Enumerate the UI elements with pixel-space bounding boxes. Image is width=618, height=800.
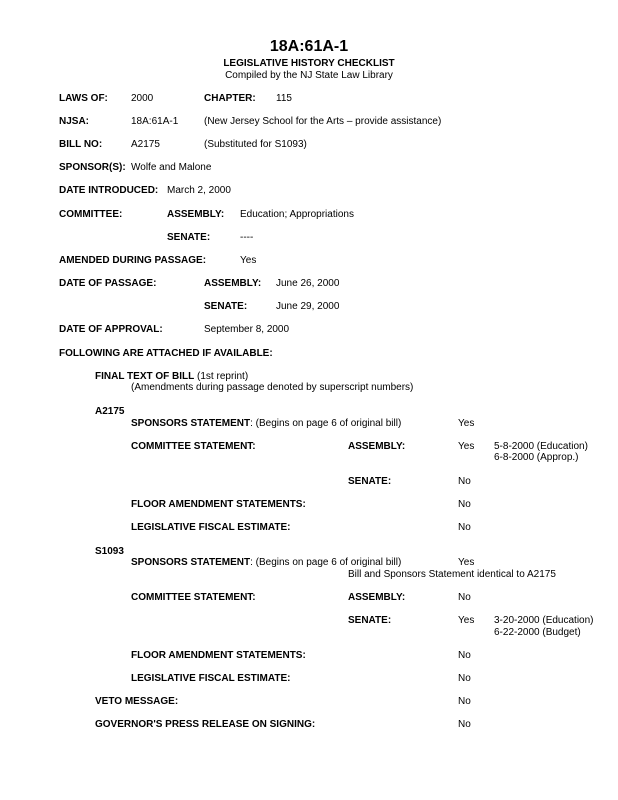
s1093-senate-date: 3-20-2000 (Education)	[494, 615, 594, 626]
bill-no-note: (Substituted for S1093)	[204, 139, 307, 150]
amended-label: AMENDED DURING PASSAGE:	[59, 255, 207, 266]
s1093-fiscal-value: No	[458, 673, 471, 684]
s1093-identical-note: Bill and Sponsors Statement identical to A2175	[348, 569, 556, 580]
press-release-label: GOVERNOR'S PRESS RELEASE ON SIGNING:	[95, 719, 316, 730]
veto-value: No	[458, 696, 471, 707]
sponsors-label: SPONSOR(S):	[59, 162, 126, 173]
s1093-senate-label: SENATE:	[348, 615, 392, 626]
committee-assembly-label: ASSEMBLY:	[167, 209, 225, 220]
a2175-assembly-value: Yes	[458, 441, 475, 452]
compiled-by: Compiled by the NJ State Law Library	[225, 70, 393, 81]
bill-no-value: A2175	[131, 139, 160, 150]
s1093-senate-value: Yes	[458, 615, 475, 626]
njsa-label: NJSA:	[59, 116, 90, 127]
a2175-floor-value: No	[458, 499, 471, 510]
chapter-label: CHAPTER:	[204, 93, 256, 104]
date-of-approval-value: September 8, 2000	[204, 324, 290, 335]
a2175-sponsors-statement-value: Yes	[458, 418, 475, 429]
committee-senate-label: SENATE:	[167, 232, 211, 243]
committee-senate-value: ----	[240, 232, 254, 243]
passage-senate-label: SENATE:	[204, 301, 248, 312]
page-title: 18A:61A-1	[269, 38, 349, 55]
a2175-sponsors-statement-label: SPONSORS STATEMENT	[131, 418, 251, 429]
date-of-passage-label: DATE OF PASSAGE:	[59, 278, 157, 289]
sponsors-value: Wolfe and Malone	[131, 162, 212, 173]
s1093-committee-statement-label: COMMITTEE STATEMENT:	[131, 592, 256, 603]
a2175-assembly-label: ASSEMBLY:	[348, 441, 406, 452]
checklist-subtitle: LEGISLATIVE HISTORY CHECKLIST	[223, 58, 395, 69]
njsa-description: (New Jersey School for the Arts – provide assistance)	[204, 116, 442, 127]
s1093-fiscal-label: LEGISLATIVE FISCAL ESTIMATE:	[131, 673, 291, 684]
date-introduced-label: DATE INTRODUCED:	[59, 185, 159, 196]
final-text-note: (Amendments during passage denoted by superscript numbers)	[131, 382, 414, 393]
a2175-sponsors-statement	[131, 418, 401, 430]
chapter-value: 115	[276, 93, 292, 104]
s1093-sponsors-statement-value: Yes	[458, 557, 475, 568]
bill-no-label: BILL NO:	[59, 139, 103, 150]
date-of-approval-label: DATE OF APPROVAL:	[59, 324, 163, 335]
s1093-sponsors-statement	[131, 557, 401, 569]
a2175-assembly-date: 5-8-2000 (Education)	[494, 441, 588, 452]
a2175-fiscal-value: No	[458, 522, 471, 533]
laws-of-label: LAWS OF:	[59, 93, 108, 104]
final-text-label: FINAL TEXT OF BILL	[95, 371, 195, 382]
laws-of-value: 2000	[131, 93, 154, 104]
committee-assembly-value: Education; Appropriations	[240, 209, 354, 220]
committee-label: COMMITTEE:	[59, 209, 123, 220]
a2175-heading: A2175	[95, 406, 125, 417]
date-introduced-value: March 2, 2000	[167, 185, 231, 196]
s1093-floor-label: FLOOR AMENDMENT STATEMENTS:	[131, 650, 306, 661]
amended-value: Yes	[240, 255, 257, 266]
final-text-reprint: (1st reprint)	[194, 371, 249, 382]
s1093-heading: S1093	[95, 546, 124, 557]
a2175-senate-value: No	[458, 476, 471, 487]
njsa-value: 18A:61A-1	[131, 116, 179, 127]
s1093-assembly-label: ASSEMBLY:	[348, 592, 406, 603]
a2175-assembly-date: 6-8-2000 (Approp.)	[494, 452, 579, 463]
s1093-sponsors-statement-note: : (Begins on page 6 of original bill)	[250, 557, 402, 568]
press-release-value: No	[458, 719, 471, 730]
s1093-sponsors-statement-label: SPONSORS STATEMENT	[131, 557, 251, 568]
passage-assembly-value: June 26, 2000	[276, 278, 340, 289]
a2175-floor-label: FLOOR AMENDMENT STATEMENTS:	[131, 499, 306, 510]
a2175-fiscal-label: LEGISLATIVE FISCAL ESTIMATE:	[131, 522, 291, 533]
a2175-senate-label: SENATE:	[348, 476, 392, 487]
s1093-assembly-value: No	[458, 592, 471, 603]
a2175-sponsors-statement-note: : (Begins on page 6 of original bill)	[250, 418, 402, 429]
passage-senate-value: June 29, 2000	[276, 301, 340, 312]
attached-heading: FOLLOWING ARE ATTACHED IF AVAILABLE:	[59, 348, 273, 359]
passage-assembly-label: ASSEMBLY:	[204, 278, 262, 289]
veto-label: VETO MESSAGE:	[95, 696, 179, 707]
s1093-floor-value: No	[458, 650, 471, 661]
s1093-senate-date: 6-22-2000 (Budget)	[494, 627, 581, 638]
a2175-committee-statement-label: COMMITTEE STATEMENT:	[131, 441, 256, 452]
